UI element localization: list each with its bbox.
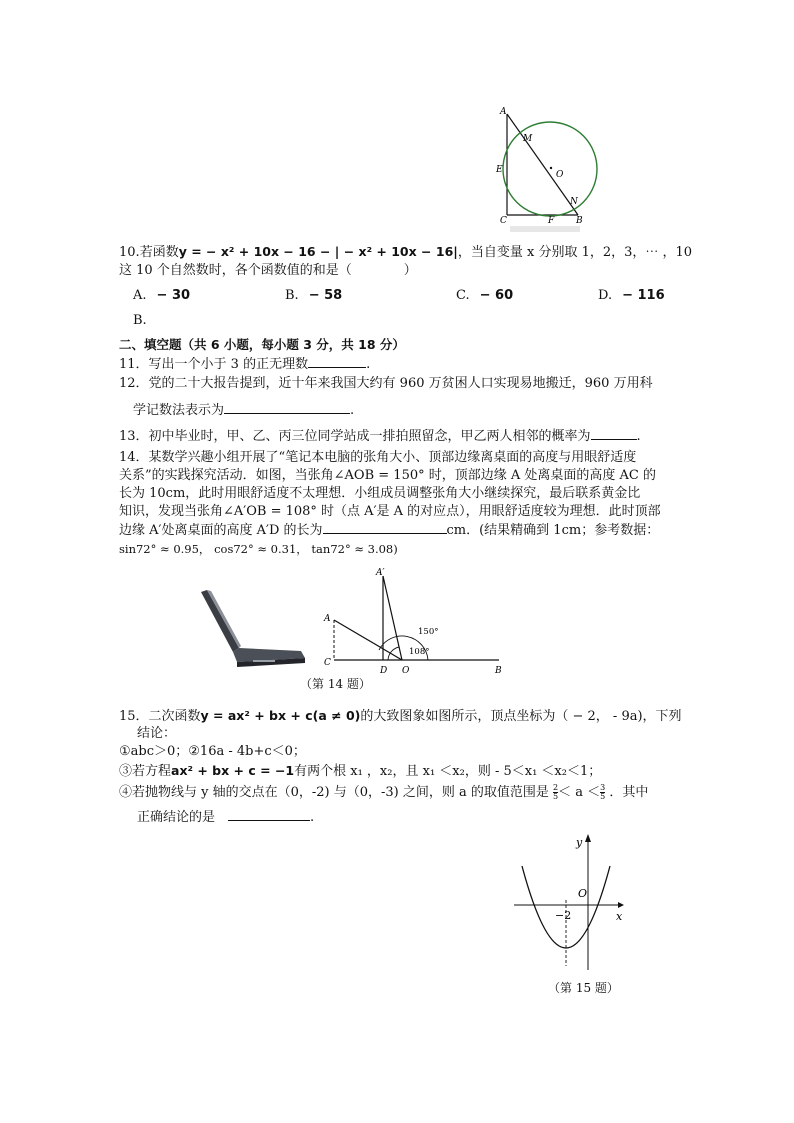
segment-ab (507, 114, 578, 215)
q14-caption: （第 14 题） (300, 677, 371, 691)
center-point (550, 167, 552, 169)
label-a: A (324, 614, 331, 624)
label-c: C (324, 658, 331, 668)
option-a-letter: A. (133, 288, 147, 303)
q13-answer-blank[interactable] (591, 427, 637, 440)
label-e: E (496, 165, 503, 175)
q12-line2 (133, 401, 354, 420)
label-a-prime: A′ (376, 568, 385, 578)
option-b-value: − 58 (308, 288, 343, 303)
option-d-letter: D. (598, 288, 613, 303)
q11 (119, 355, 370, 374)
label-b: B (576, 216, 583, 226)
q14-line2: 关系”的实践探究活动．如图，当张角∠AOB = 150° 时，顶部边缘 A 处离桌面的高度 AC 的 (119, 468, 656, 483)
label-f: F (548, 216, 555, 226)
q15-line2: 结论： (137, 726, 177, 741)
option-c-value: − 60 (479, 288, 514, 303)
q15-parabola-figure (508, 830, 632, 972)
q11-end: . (366, 357, 371, 372)
angle-108-arc (388, 647, 399, 660)
q14-line3: 长为 10cm，此时用眼舒适度不太理想．小组成员调整张角大小继续探究，最后联系黄金比 (119, 486, 641, 501)
q10-number: 10. (119, 245, 140, 260)
q13-text: 13．初中毕业时，甲、乙、丙三位同学站成一排拍照留念，甲乙两人相邻的概率为 (119, 429, 591, 444)
frac2-den: 5 (600, 792, 606, 801)
q12-line1: 12．党的二十大报告提到，近十年来我国大约有 960 万贫困人口实现易地搬迁，960 万用科 (119, 376, 653, 391)
q10-stray-label: B. (133, 313, 147, 328)
y-axis-arrow (585, 834, 591, 842)
circle-o (503, 122, 597, 216)
x-axis-arrow (618, 902, 624, 908)
q10-lead: 若函数 (139, 245, 179, 260)
q10-text1: ，当自变量 x 分别取 1，2，3，⋯ ，10 (457, 245, 693, 260)
q15-text1b: 的大致图象如图所示，顶点坐标为（ − 2， - 9a)，下列 (360, 709, 682, 724)
q15-conclusion-3 (119, 762, 601, 781)
q11-answer-blank[interactable] (308, 355, 366, 368)
option-c-letter: C. (456, 288, 470, 303)
q14-text5b: cm．(结果精确到 1cm；参考数据： (446, 523, 660, 538)
section2-title-text: 二、填空题（共 6 小题，每小题 3 分，共 18 分） (119, 337, 405, 352)
label-c: C (500, 216, 507, 226)
q15-c3-text: 有两个根 x₁ ，x₂，且 x₁ ＜x₂，则 - 5＜x₁ ＜x₂＜1； (294, 764, 602, 779)
q15-end: . (310, 810, 315, 825)
q15-c4-mid: ＜ a ＜ (558, 785, 601, 800)
segment-a-prime-o (383, 576, 402, 660)
label-108: 108° (409, 647, 430, 657)
q14-angle-figure (318, 562, 508, 678)
q15-answer-blank[interactable] (228, 808, 310, 821)
laptop-port (253, 660, 275, 662)
q15-line1 (119, 707, 682, 726)
section2-title (119, 336, 405, 355)
q10-option-a[interactable] (133, 288, 190, 303)
q14-line5 (119, 521, 659, 540)
label-o: O (402, 666, 410, 676)
q15-end-text: 正确结论的是 (137, 810, 216, 825)
label-m: M (523, 134, 533, 144)
segment-ao (334, 620, 402, 660)
q14-text5a: 边缘 A′处离桌面的高度 A′D 的长为 (119, 523, 323, 538)
label-n: N (570, 197, 578, 207)
label-d: D (380, 666, 388, 676)
circle-tangent-figure (490, 104, 610, 232)
q12-text: 学记数法表示为 (133, 403, 225, 418)
q10-option-b[interactable] (285, 288, 342, 303)
q13 (119, 427, 641, 446)
laptop-screen-back (201, 590, 239, 652)
q10-option-d[interactable] (598, 288, 665, 303)
q10-line1 (119, 243, 692, 262)
q15-c3-formula: ax² + bx + c = −1 (171, 763, 295, 778)
option-a-value: − 30 (156, 288, 191, 303)
frac1-num: 2 (553, 783, 559, 792)
option-d-value: − 116 (622, 288, 665, 303)
label-150: 150° (418, 627, 439, 637)
q15-c4-end: ．其中 (609, 785, 649, 800)
q14-line1: 14．某数学兴趣小组开展了“笔记本电脑的张角大小、顶部边缘离桌面的高度与用眼舒适度 (119, 450, 637, 465)
q15-caption: （第 15 题） (548, 981, 619, 995)
q10-formula: y = − x² + 10x − 16 − | − x² + 10x − 16| (178, 244, 458, 259)
q14-line4: 知识，发现当张角∠A′OB = 108° 时（点 A′是 A 的对应点），用眼舒适度较为理想．此时顶部 (119, 504, 661, 519)
q15-c3-lead: ③若方程 (119, 764, 172, 779)
q15-c4-text: ④若抛物线与 y 轴的交点在（0，-2) 与（0，-3) 之间，则 a 的取值范围是 (119, 785, 549, 800)
q15-lead: 15．二次函数 (119, 709, 201, 724)
label-x: x (616, 910, 623, 923)
q10-option-c[interactable] (456, 288, 513, 303)
q14-answer-blank[interactable] (323, 521, 447, 534)
q12-answer-blank[interactable] (224, 401, 350, 414)
label-a: A (500, 107, 507, 117)
q14-line6: sin72° ≈ 0.95， cos72° ≈ 0.31， tan72° ≈ 3.08) (119, 542, 398, 556)
label-o: O (556, 170, 564, 180)
laptop-screen-edge (207, 590, 241, 648)
option-b-letter: B. (285, 288, 299, 303)
q12-end: . (350, 403, 355, 418)
label-y: y (576, 836, 583, 849)
q10-line2: 这 10 个自然数时，各个函数值的和是（ ） (119, 263, 417, 278)
cropped-caption (510, 226, 580, 232)
q13-end: . (636, 429, 641, 444)
q15-conclusion-4 (119, 784, 648, 802)
q11-text: 11．写出一个小于 3 的正无理数 (119, 357, 309, 372)
laptop-image (197, 588, 309, 668)
q15-line-end (137, 808, 314, 827)
label-minus-2: −2 (555, 909, 572, 922)
q15-formula: y = ax² + bx + c(a ≠ 0) (200, 708, 361, 723)
frac2-num: 3 (600, 783, 606, 792)
frac1-den: 5 (553, 792, 559, 801)
q15-conclusion-1-2: ①abc＞0；②16a - 4b+c＜0； (119, 744, 306, 759)
label-o: O (578, 887, 588, 900)
label-b: B (495, 666, 502, 676)
fraction-3-5 (600, 784, 605, 801)
